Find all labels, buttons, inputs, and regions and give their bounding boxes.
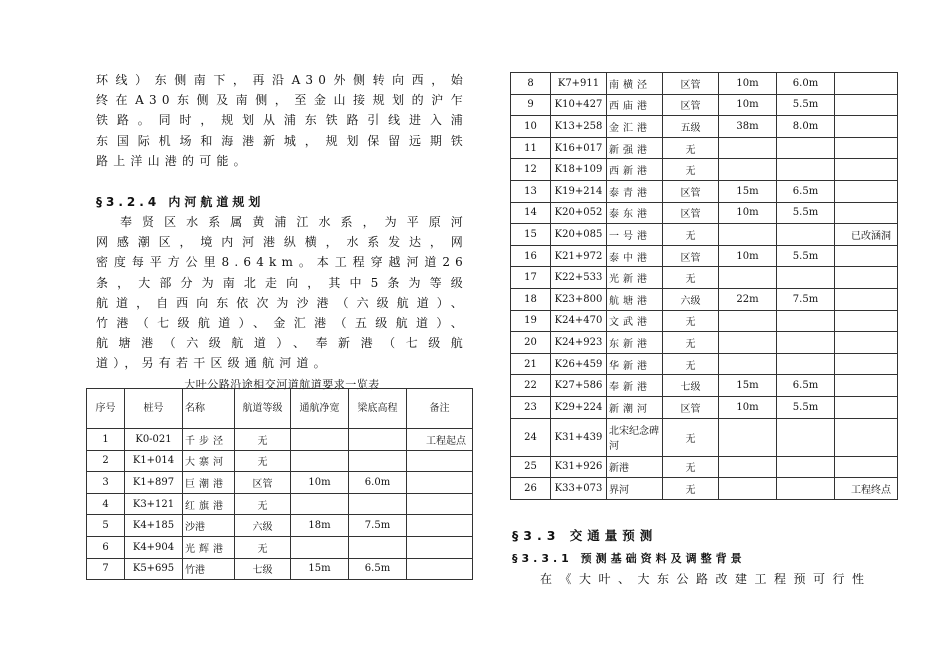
table-cell: 21 — [511, 353, 551, 375]
table-cell: 工程终点 — [835, 478, 898, 500]
table-cell: 光新港 — [607, 267, 663, 289]
table-cell: 19 — [511, 310, 551, 332]
table-cell: K27+586 — [551, 375, 607, 397]
text-line: 东国际机场和海港新城，规划保留远期铁 — [96, 133, 468, 148]
header-cell: 通航净宽 — [291, 389, 349, 429]
table-cell — [291, 450, 349, 472]
table-cell: K24+470 — [551, 310, 607, 332]
table-cell: 无 — [663, 159, 719, 181]
table-caption: 大叶公路沿途相交河道航道要求一览表 — [184, 377, 380, 391]
table-cell: 5.5m — [777, 202, 835, 224]
table-row — [87, 558, 473, 580]
table-cell: K24+923 — [551, 332, 607, 354]
table-row — [511, 94, 898, 116]
text-line: 条，大部分为南北走向，其中5条为等级 — [96, 275, 468, 290]
table-cell: 光辉港 — [183, 536, 235, 558]
table-row — [511, 202, 898, 224]
table-cell — [719, 332, 777, 354]
table-cell: K23+800 — [551, 288, 607, 310]
table-cell — [835, 310, 898, 332]
table-cell — [407, 515, 473, 537]
table-cell: 奉新港 — [607, 375, 663, 397]
table-cell — [835, 267, 898, 289]
table-cell — [407, 493, 473, 515]
table-cell — [719, 310, 777, 332]
header-cell: 桩号 — [125, 389, 183, 429]
table-row — [511, 478, 898, 500]
table-cell: 竹港 — [183, 558, 235, 580]
table-cell: K18+109 — [551, 159, 607, 181]
table-cell — [291, 536, 349, 558]
table-cell: 10m — [719, 245, 777, 267]
table-row — [511, 267, 898, 289]
table-cell: 东新港 — [607, 332, 663, 354]
table-cell: 11 — [511, 137, 551, 159]
table-row — [511, 332, 898, 354]
table-cell: 2 — [87, 450, 125, 472]
table-row — [511, 288, 898, 310]
table-cell: K20+052 — [551, 202, 607, 224]
paragraph-railway — [96, 70, 468, 171]
table-cell: 区管 — [663, 180, 719, 202]
table-cell — [719, 353, 777, 375]
table-cell: 无 — [663, 267, 719, 289]
section-heading-331: §3.3.1 预测基础资料及调整背景 — [512, 551, 746, 565]
table-cell: 无 — [663, 332, 719, 354]
table-row — [511, 418, 898, 456]
table-cell: 18 — [511, 288, 551, 310]
table-cell — [777, 456, 835, 478]
table-row — [87, 472, 473, 494]
table-cell: 4 — [87, 493, 125, 515]
table-cell: K7+911 — [551, 73, 607, 95]
text-line: 环线）东侧南下，再沿A30外侧转向西，始 — [96, 73, 468, 87]
header-cell: 备注 — [407, 389, 473, 429]
text-line: 终在A30东侧及南侧，至金山接规划的沪乍 — [96, 93, 468, 108]
table-row — [87, 493, 473, 515]
table-row — [87, 450, 473, 472]
right-column — [510, 72, 900, 587]
table-cell: K19+214 — [551, 180, 607, 202]
table-cell — [349, 429, 407, 451]
table-cell: K13+258 — [551, 116, 607, 138]
table-cell: K5+695 — [125, 558, 183, 580]
table-cell: K20+085 — [551, 224, 607, 246]
table-cell: 华新港 — [607, 353, 663, 375]
table-cell: 南横泾 — [607, 73, 663, 95]
table-cell — [835, 288, 898, 310]
waterway-table-right — [510, 72, 898, 500]
text-line: 奉贤区水系属黄浦江水系，为平原河 — [120, 215, 468, 230]
header-cell: 航道等级 — [235, 389, 291, 429]
table-cell: 区管 — [663, 245, 719, 267]
table-cell: 西庙港 — [607, 94, 663, 116]
table-row — [511, 224, 898, 246]
table-cell: K26+459 — [551, 353, 607, 375]
table-cell — [835, 202, 898, 224]
table-cell: 无 — [235, 536, 291, 558]
table-row — [511, 180, 898, 202]
table-cell — [349, 450, 407, 472]
table-cell: 5.5m — [777, 245, 835, 267]
table-cell — [777, 418, 835, 456]
table-row — [511, 245, 898, 267]
table-cell: 22 — [511, 375, 551, 397]
table-cell: 8 — [511, 73, 551, 95]
table-cell: 5 — [87, 515, 125, 537]
table-cell: 七级 — [663, 375, 719, 397]
table-cell: 38m — [719, 116, 777, 138]
table-cell: 沙港 — [183, 515, 235, 537]
table-cell: K29+224 — [551, 396, 607, 418]
table-cell — [835, 375, 898, 397]
text-line: 航道，自西向东依次为沙港（六级航道）、 — [96, 295, 468, 310]
table-cell: 无 — [663, 137, 719, 159]
table-cell: 已改涵洞 — [835, 224, 898, 246]
table-cell: 无 — [663, 478, 719, 500]
table-cell: 区管 — [663, 94, 719, 116]
table-cell: 无 — [663, 418, 719, 456]
table-cell — [719, 159, 777, 181]
table-cell — [719, 456, 777, 478]
table-cell — [777, 353, 835, 375]
text-line: 路上洋山港的可能。 — [96, 153, 251, 168]
table-cell — [835, 159, 898, 181]
table-row — [511, 353, 898, 375]
table-cell: 无 — [235, 429, 291, 451]
table-cell: 无 — [235, 450, 291, 472]
section-heading-33: §3.3 交通量预测 — [512, 527, 658, 543]
table-cell — [407, 536, 473, 558]
table-cell: 17 — [511, 267, 551, 289]
table-cell: K31+439 — [551, 418, 607, 456]
table-cell — [291, 429, 349, 451]
table-cell: 7 — [87, 558, 125, 580]
table-cell: 24 — [511, 418, 551, 456]
table-cell: 6.0m — [777, 73, 835, 95]
table-cell: 10m — [719, 94, 777, 116]
table-row — [87, 515, 473, 537]
table-cell — [719, 478, 777, 500]
text-line: 密度每平方公里8.64km。本工程穿越河道26 — [96, 255, 468, 270]
table-cell: 15m — [719, 180, 777, 202]
table-cell: 23 — [511, 396, 551, 418]
table-row — [511, 137, 898, 159]
table-cell: K1+897 — [125, 472, 183, 494]
table-cell: 6.5m — [777, 180, 835, 202]
table-cell: 区管 — [235, 472, 291, 494]
table-cell: 9 — [511, 94, 551, 116]
text-line: 航塘港（六级航道）、奉新港（七级航 — [96, 336, 468, 351]
paragraph-forecast: 在《大叶、大东公路改建工程预可行性 — [540, 571, 872, 586]
table-cell: 25 — [511, 456, 551, 478]
table-cell: 区管 — [663, 202, 719, 224]
table-cell: 新港 — [607, 456, 663, 478]
text-line: 道），另有若干区级通航河道。 — [96, 356, 331, 371]
table-cell: 10m — [719, 396, 777, 418]
table-cell — [719, 418, 777, 456]
table-cell — [291, 493, 349, 515]
table-cell: 泰青港 — [607, 180, 663, 202]
table-cell — [835, 137, 898, 159]
table-cell — [835, 245, 898, 267]
table-row — [511, 73, 898, 95]
table-cell: 10m — [719, 73, 777, 95]
table-cell — [835, 94, 898, 116]
table-cell: 六级 — [235, 515, 291, 537]
table-cell: K21+972 — [551, 245, 607, 267]
table-cell — [835, 353, 898, 375]
table-cell: 工程起点 — [407, 429, 473, 451]
table-cell: 界河 — [607, 478, 663, 500]
table-cell: 六级 — [663, 288, 719, 310]
table-row — [511, 116, 898, 138]
table-cell: 北宋纪念碑河 — [607, 418, 663, 456]
table-row — [511, 375, 898, 397]
table-cell — [719, 224, 777, 246]
table-cell — [719, 137, 777, 159]
table-cell: 无 — [663, 353, 719, 375]
table-cell — [349, 493, 407, 515]
table-cell: 3 — [87, 472, 125, 494]
table-cell: 新强港 — [607, 137, 663, 159]
table-cell — [719, 267, 777, 289]
table-cell: 七级 — [235, 558, 291, 580]
table-cell: 航塘港 — [607, 288, 663, 310]
table-cell — [835, 116, 898, 138]
table-row — [87, 536, 473, 558]
text-line: 网感潮区，境内河港纵横，水系发达，网 — [96, 235, 468, 250]
table-cell — [835, 332, 898, 354]
table-cell: K4+904 — [125, 536, 183, 558]
table-cell: 20 — [511, 332, 551, 354]
table-cell: 新潮河 — [607, 396, 663, 418]
table-cell: K0-021 — [125, 429, 183, 451]
paragraph-waterway — [96, 212, 468, 374]
table-cell — [777, 267, 835, 289]
section-heading-324: §3.2.4 内河航道规划 — [96, 195, 265, 210]
table-cell — [407, 472, 473, 494]
table-cell: 7.5m — [777, 288, 835, 310]
table-cell: 千步泾 — [183, 429, 235, 451]
table-cell: 15m — [719, 375, 777, 397]
table-cell: 6 — [87, 536, 125, 558]
table-cell: 巨潮港 — [183, 472, 235, 494]
table-cell: 6.5m — [777, 375, 835, 397]
table-cell: K3+121 — [125, 493, 183, 515]
table-row — [511, 396, 898, 418]
table-cell — [777, 224, 835, 246]
table-cell: 26 — [511, 478, 551, 500]
table-cell — [835, 396, 898, 418]
table-cell — [835, 456, 898, 478]
table-cell: 泰中港 — [607, 245, 663, 267]
table-cell: K4+185 — [125, 515, 183, 537]
table-cell — [835, 180, 898, 202]
table-cell: 10m — [291, 472, 349, 494]
header-cell: 梁底高程 — [349, 389, 407, 429]
table-row — [511, 456, 898, 478]
table-row — [511, 310, 898, 332]
table-cell — [777, 310, 835, 332]
table-cell: 15m — [291, 558, 349, 580]
table-cell: 7.5m — [349, 515, 407, 537]
table-cell: 区管 — [663, 396, 719, 418]
table-cell: 15 — [511, 224, 551, 246]
table-cell: 无 — [663, 224, 719, 246]
table-cell: 22m — [719, 288, 777, 310]
table-cell: K16+017 — [551, 137, 607, 159]
table-cell: 大寨河 — [183, 450, 235, 472]
table-cell — [777, 478, 835, 500]
table-cell: 12 — [511, 159, 551, 181]
table-cell — [835, 418, 898, 456]
table-cell: 文武港 — [607, 310, 663, 332]
table-cell: K31+926 — [551, 456, 607, 478]
table-cell — [835, 73, 898, 95]
table-cell: 无 — [235, 493, 291, 515]
table-cell: K10+427 — [551, 94, 607, 116]
header-cell: 名称 — [183, 389, 235, 429]
text-line: 铁路。同时，规划从浦东铁路引线进入浦 — [96, 113, 468, 128]
table-cell: 1 — [87, 429, 125, 451]
table-row — [87, 429, 473, 451]
table-cell: 16 — [511, 245, 551, 267]
waterway-table-left — [86, 388, 473, 580]
table-cell: 10 — [511, 116, 551, 138]
table-cell: 无 — [663, 456, 719, 478]
table-cell — [777, 137, 835, 159]
table-cell: 五级 — [663, 116, 719, 138]
table-cell: 5.5m — [777, 396, 835, 418]
header-cell: 序号 — [87, 389, 125, 429]
table-cell: 泰东港 — [607, 202, 663, 224]
table-cell — [407, 558, 473, 580]
table-cell: 区管 — [663, 73, 719, 95]
table-cell: 无 — [663, 310, 719, 332]
table-cell — [407, 450, 473, 472]
table-row — [511, 159, 898, 181]
table-cell: 5.5m — [777, 94, 835, 116]
table-cell: 西新港 — [607, 159, 663, 181]
table-cell: 金汇港 — [607, 116, 663, 138]
table-cell: 一号港 — [607, 224, 663, 246]
table-cell: 18m — [291, 515, 349, 537]
table-cell: K22+533 — [551, 267, 607, 289]
table-cell: 6.0m — [349, 472, 407, 494]
text-line: 竹港（七级航道）、金汇港（五级航道）、 — [96, 316, 468, 331]
table-cell: 13 — [511, 180, 551, 202]
table-cell — [777, 332, 835, 354]
table-cell — [777, 159, 835, 181]
table-cell: K1+014 — [125, 450, 183, 472]
table-cell: 红旗港 — [183, 493, 235, 515]
table-cell: K33+073 — [551, 478, 607, 500]
table-cell: 8.0m — [777, 116, 835, 138]
table-cell: 10m — [719, 202, 777, 224]
left-column — [95, 70, 468, 577]
table-header-row — [87, 389, 473, 429]
table-cell: 14 — [511, 202, 551, 224]
table-cell: 6.5m — [349, 558, 407, 580]
table-cell — [349, 536, 407, 558]
